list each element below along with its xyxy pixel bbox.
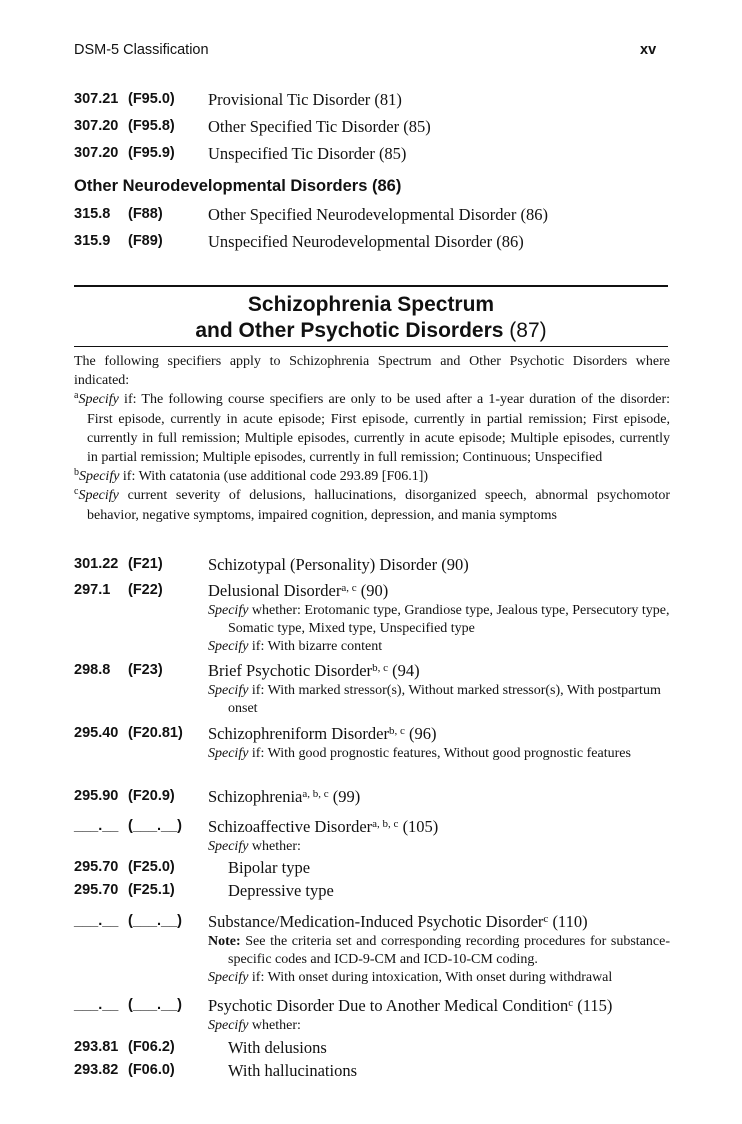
dsm-code: 295.70 (74, 859, 119, 875)
disorder-title: Schizophreniform Disorder$^{b, c}$ (96) (208, 724, 437, 743)
icd-code: (F06.2) (128, 1039, 175, 1055)
disorder-title: Brief Psychotic Disorder$^{b, c}$ (94) (208, 661, 420, 680)
dsm-code: ___.__ (74, 913, 119, 929)
intro-lead: The following specifiers apply to Schizophrenia Spectrum and Other Psychotic Disorders where indicated: (74, 354, 670, 389)
specifier-block (208, 1017, 670, 1035)
icd-code: (F25.1) (128, 882, 175, 898)
disorder-title: Schizoaffective Disorder$^{a, b, c}$ (105) (208, 817, 439, 836)
disorder-title: Psychotic Disorder Due to Another Medical Condition$^c$ (115) (208, 996, 613, 1015)
icd-code: (___.__) (128, 913, 183, 929)
section-title (74, 292, 668, 344)
dsm-code: 293.81 (74, 1039, 119, 1055)
icd-code: (___.__) (128, 818, 183, 834)
subtype-title: With hallucinations (228, 1061, 358, 1080)
icd-code: (F20.81) (128, 725, 183, 741)
icd-code: (F89) (128, 233, 163, 249)
dsm-code: 307.21 (74, 91, 119, 107)
subtype-title: Depressive type (228, 881, 334, 900)
specifier-block (208, 745, 670, 763)
dsm-code: 301.22 (74, 556, 119, 572)
icd-code: (F23) (128, 662, 163, 678)
disorder-title: Schizotypal (Personality) Disorder (90) (208, 555, 469, 574)
specifier-block (208, 682, 670, 718)
icd-code: (F06.0) (128, 1062, 175, 1078)
footnote-b: $^b$Specify if: With catatonia (use additional code 293.89 [F06.1]) (74, 467, 429, 485)
icd-code: (F95.9) (128, 145, 175, 161)
dsm-code: 315.9 (74, 233, 111, 249)
icd-code: (___.__) (128, 997, 183, 1013)
disorder-title: Unspecified Neurodevelopmental Disorder (86) (208, 232, 524, 251)
disorder-title: Unspecified Tic Disorder (85) (208, 144, 407, 163)
subtype-title: With delusions (228, 1038, 327, 1057)
icd-code: (F25.0) (128, 859, 175, 875)
page-number: xv (640, 42, 657, 58)
dsm-code: 307.20 (74, 118, 119, 134)
specifier-text: Specify if: With good prognostic features, Without good prognostic features (208, 746, 631, 761)
specifier-text: Specify whether: Erotomanic type, Grandiose type, Jealous type, Persecutory type, Somatic type, Mixed type, Unspecified type (208, 603, 670, 636)
specifier-text: Specify if: With bizarre content (208, 639, 383, 654)
footnote-c: $^c$Specify current severity of delusions, hallucinations, disorganized speech, abnormal psychomotor behavior, negative symptoms, impaired cognition, depression, and mania symptoms (74, 486, 670, 523)
specifier-block (208, 838, 670, 856)
section-title-page: (87) (509, 319, 547, 342)
dsm-code: 298.8 (74, 662, 111, 678)
section-title-line2: and Other Psychotic Disorders (87) (195, 319, 547, 342)
section-rule-bottom (74, 346, 668, 347)
disorder-title: Other Specified Neurodevelopmental Disorder (86) (208, 205, 548, 224)
disorder-title: Substance/Medication-Induced Psychotic Disorder$^c$ (110) (208, 912, 588, 931)
icd-code: (F95.0) (128, 91, 175, 107)
section-title-line1: Schizophrenia Spectrum (247, 293, 495, 316)
disorder-title: Provisional Tic Disorder (81) (208, 90, 402, 109)
section-rule-top (74, 285, 668, 287)
note-text: Note: See the criteria set and corresponding recording procedures for substance-specific codes and ICD-9-CM and ICD-10-CM coding. (208, 934, 670, 967)
specifier-block (208, 602, 670, 656)
footnote-a: $^a$Specify if: The following course specifiers are only to be used after a 1-year duration of the disorder: First episode, currently in acute episode; First episode, currently in partial remission; First episode, currently in full remission; Multiple episodes, currently in acute episode; Multiple episodes, currently in partial remission; Multiple episodes, currently in full remission; Continuous; Unspecified (74, 390, 670, 466)
disorder-title: Other Specified Tic Disorder (85) (208, 117, 431, 136)
specifier-text: Specify whether: (208, 839, 301, 854)
dsm-code: ___.__ (74, 818, 119, 834)
disorder-title: Schizophrenia$^{a, b, c}$ (99) (208, 787, 361, 806)
icd-code: (F22) (128, 582, 163, 598)
dsm-code: ___.__ (74, 997, 119, 1013)
dsm-code: 295.90 (74, 788, 119, 804)
dsm-code: 295.70 (74, 882, 119, 898)
specifier-notes (74, 352, 670, 525)
disorder-title: Delusional Disorder$^{a, c}$ (90) (208, 581, 389, 600)
icd-code: (F88) (128, 206, 163, 222)
running-header: DSM-5 Classification (74, 42, 209, 58)
dsm-code: 315.8 (74, 206, 111, 222)
icd-code: (F20.9) (128, 788, 175, 804)
subtype-title: Bipolar type (228, 858, 311, 877)
subsection-heading: Other Neurodevelopmental Disorders (86) (74, 177, 402, 195)
specifier-text: Specify if: With marked stressor(s), Without marked stressor(s), With postpartum onset (208, 683, 661, 716)
specifier-block (208, 933, 670, 987)
dsm-code: 293.82 (74, 1062, 119, 1078)
icd-code: (F95.8) (128, 118, 175, 134)
dsm-code: 297.1 (74, 582, 111, 598)
dsm-code: 295.40 (74, 725, 119, 741)
specifier-text: Specify whether: (208, 1018, 301, 1033)
specifier-text: Specify if: With onset during intoxication, With onset during withdrawal (208, 970, 613, 985)
icd-code: (F21) (128, 556, 163, 572)
dsm-code: 307.20 (74, 145, 119, 161)
